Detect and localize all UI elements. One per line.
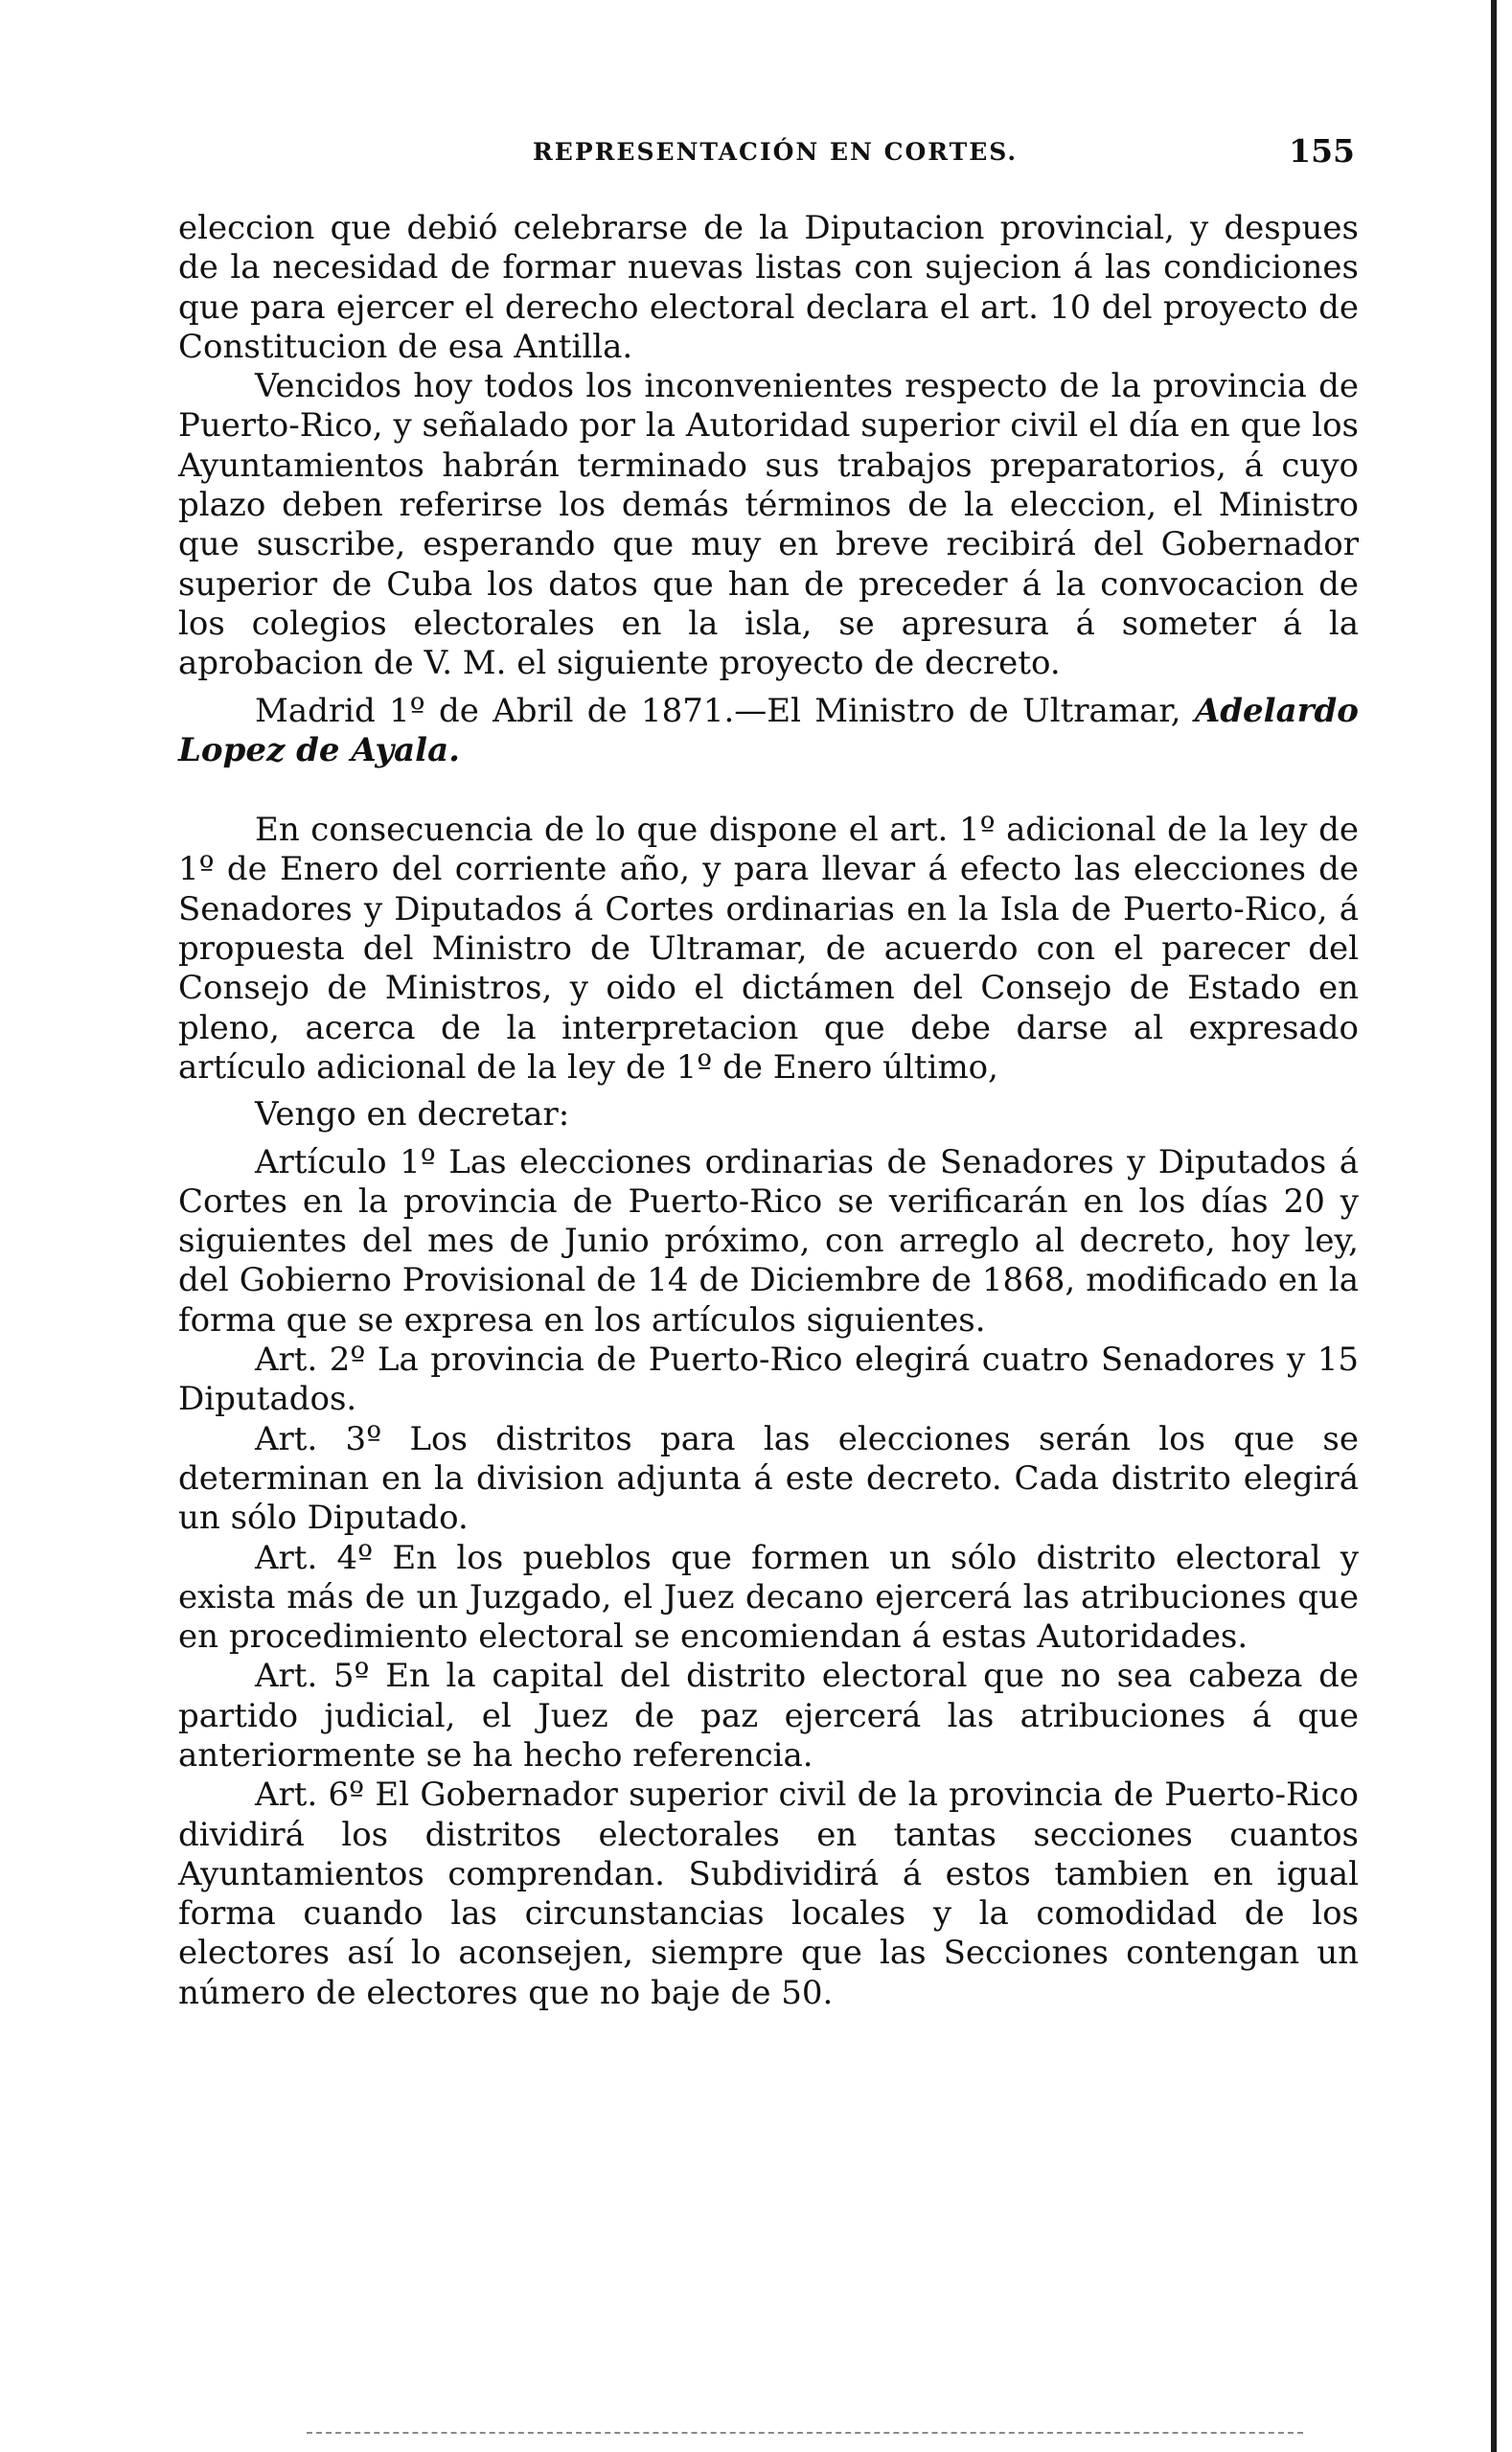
signature-date: Madrid 1º de Abril de 1871.—El Ministro de Ultramar, [255,691,1195,730]
gap [178,1088,1359,1095]
decree-line: Vengo en decretar: [255,1095,570,1134]
signature-line [178,692,1359,771]
gap [178,684,1359,692]
paragraph-consecuencia: En consecuencia de lo que dispone el art. 1º adicional de la ley de 1º de Enero del corriente año, y para llevar á efecto las elecciones de Senadores y Diputados á Cortes ordinarias en la Isla de Puerto-Rico, á propuesta del Ministro de Ultramar, de acuerdo con el parecer del Consejo de Ministros, y oido el dictámen del Consejo de Estado en pleno, acerca de la interpretacion que debe darse al expresado artículo adicional de la ley de 1º de Enero último, [178,811,1359,1087]
running-title: REPRESENTACIÓN EN CORTES. [533,138,1019,166]
article-2: Art. 2º La provincia de Puerto-Rico elegirá cuatro Senadores y 15 Diputados. [178,1341,1359,1419]
page-body [178,209,1359,2013]
scan-edge-divider [1491,0,1497,2452]
section-gap [178,770,1359,811]
signature-name: Adelardo Lopez de Ayala. [178,691,1359,769]
article-6: Art. 6º El Gobernador superior civil de la provincia de Puerto-Rico dividirá los distritos electorales en tantas secciones cuantos Ayuntamientos comprendan. Subdividirá á estos tambien en igual forma cuando las circunstancias locales y la comodidad de los electores así lo aconsejen, siempre que las Secciones contengan un número de electores que no baje de 50. [178,1776,1359,2012]
article-3: Art. 3º Los distritos para las elecciones serán los que se determinan en la division adjunta á este decreto. Cada distrito elegirá un sólo Diputado. [178,1419,1359,1538]
article-1: Artículo 1º Las elecciones ordinarias de Senadores y Diputados á Cortes en la provincia de Puerto-Rico se verificarán en los días 20 y siguientes del mes de Junio próximo, con arreglo al decreto, hoy ley, del Gobierno Provisional de 14 de Diciembre de 1868, modificado en la forma que se expresa en los artículos siguientes. [178,1142,1359,1340]
article-5: Art. 5º En la capital del distrito electoral que no sea cabeza de partido judicial, el Juez de paz ejercerá las atribuciones á que anteriormente se ha hecho referencia. [178,1657,1359,1775]
gap [178,1135,1359,1143]
paragraph-eleccion: eleccion que debió celebrarse de la Diputacion provincial, y despues de la necesidad de formar nuevas listas con sujecion á las condiciones que para ejercer el derecho electoral declara el art. 10 del proyecto de Constitucion de esa Antilla. [178,209,1359,366]
article-4: Art. 4º En los pueblos que formen un sólo distrito electoral y exista más de un Juzgado, el Juez decano ejercerá las atribuciones que en procedimiento electoral se encomiendan á estas Autoridades. [178,1538,1359,1657]
page-number: 155 [1289,132,1355,170]
page-header [180,132,1361,180]
bottom-scan-rule [307,2432,1303,2434]
paragraph-vencidos: Vencidos hoy todos los inconvenientes respecto de la provincia de Puerto-Rico, y señalado por la Autoridad superior civil el día en que los Ayuntamientos habrán terminado sus trabajos preparatorios, á cuyo plazo deben referirse los demás términos de la eleccion, el Ministro que suscribe, esperando que muy en breve recibirá del Gobernador superior de Cuba los datos que han de preceder á la convocacion de los colegios electorales en la isla, se apresura á someter á la aprobacion de V. M. el siguiente proyecto de decreto. [178,367,1359,683]
